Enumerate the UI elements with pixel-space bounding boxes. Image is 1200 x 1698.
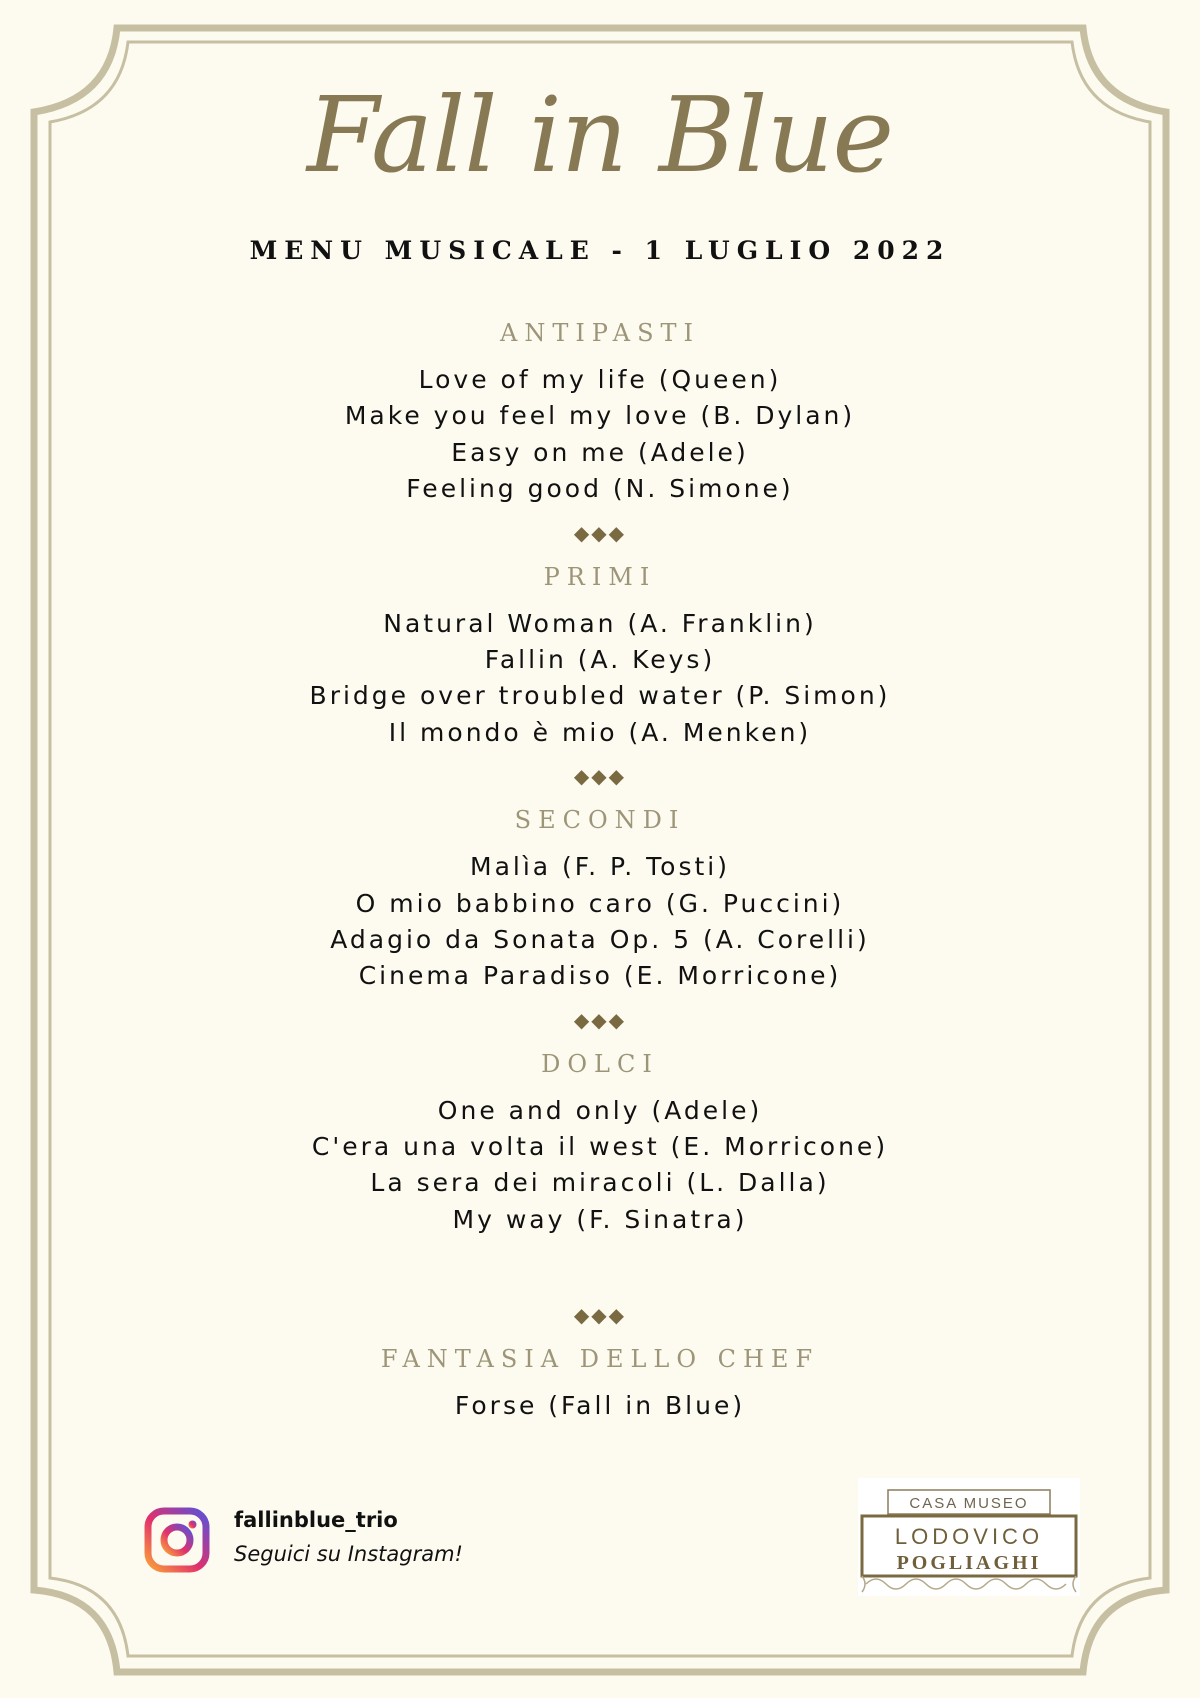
casa-museo-logo [858, 1478, 1080, 1596]
song-item: Cinema Paradiso (E. Morricone) [358, 961, 842, 991]
diamond-divider: ◆◆◆ [573, 764, 627, 789]
section-secondi [0, 805, 1200, 995]
song-item: Adagio da Sonata Op. 5 (A. Corelli) [330, 924, 870, 954]
section-dolci [0, 1049, 1200, 1239]
section-title: FANTASIA DELLO CHEF [380, 1345, 820, 1374]
song-item: Love of my life (Queen) [418, 365, 782, 394]
song-item: O mio babbino caro (G. Puccini) [355, 888, 845, 918]
song-item: My way (F. Sinatra) [452, 1204, 748, 1234]
section-primi [0, 562, 1200, 752]
song-item: Feeling good (N. Simone) [406, 474, 794, 504]
section-fantasia-dello-chef [0, 1344, 1200, 1424]
section-antipasti [0, 318, 1200, 508]
song-item: Fallin (A. Keys) [484, 644, 716, 674]
logo-top-text: CASA MUSEO [909, 1495, 1029, 1512]
section-title: ANTIPASTI [499, 319, 701, 347]
song-item: Malìa (F. P. Tosti) [470, 852, 730, 882]
song-item: Make you feel my love (B. Dylan) [344, 401, 856, 431]
diamond-divider: ◆◆◆ [573, 1007, 627, 1032]
song-item: C'era una volta il west (E. Morricone) [311, 1132, 889, 1162]
song-item: Il mondo è mio (A. Menken) [388, 717, 812, 747]
instagram-icon[interactable] [144, 1507, 210, 1573]
menu-list [0, 318, 1200, 1425]
song-item: One and only (Adele) [437, 1095, 763, 1125]
diamond-divider: ◆◆◆ [573, 1303, 627, 1328]
instagram-handle[interactable]: fallinblue_trio [234, 1508, 398, 1532]
song-item: Bridge over troubled water (P. Simon) [309, 681, 891, 711]
diamond-divider: ◆◆◆ [573, 520, 627, 545]
section-title: PRIMI [543, 562, 657, 591]
song-item: Forse (Fall in Blue) [454, 1391, 746, 1421]
song-item: Easy on me (Adele) [451, 437, 749, 467]
instagram-cta: Seguici su Instagram! [234, 1542, 463, 1566]
logo-line2: POGLIAGHI [896, 1552, 1042, 1574]
logo-line1: LODOVICO [894, 1524, 1044, 1549]
section-title: DOLCI [541, 1049, 659, 1078]
song-item: Natural Woman (A. Franklin) [383, 608, 817, 638]
section-title: SECONDI [514, 806, 686, 835]
band-title: Fall in Blue [306, 74, 894, 196]
menu-subtitle: MENU MUSICALE - 1 LUGLIO 2022 [249, 236, 951, 265]
song-item: La sera dei miracoli (L. Dalla) [370, 1168, 830, 1198]
